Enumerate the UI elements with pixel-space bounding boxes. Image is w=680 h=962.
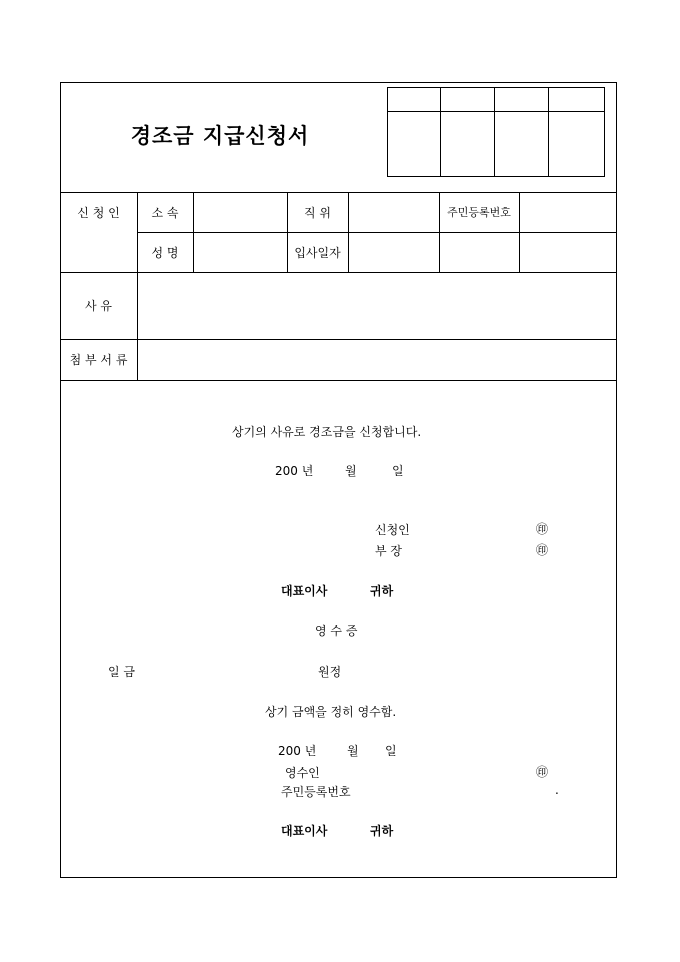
resident-no-label: 주민등록번호: [447, 206, 511, 219]
request-date-day: 일: [392, 464, 404, 478]
receipt-addressee-ceo: 대표이사: [281, 824, 328, 838]
applicant-label: 신 청 인: [77, 205, 120, 220]
attachment-label: 첨 부 서 류: [69, 353, 128, 367]
join-date-field[interactable]: [348, 232, 439, 272]
recipient-resident-no-label: 주민등록번호: [281, 785, 351, 799]
resident-no-dot: .: [555, 783, 559, 797]
name-field[interactable]: [193, 232, 287, 272]
applicant-sign-label: 신청인: [375, 523, 410, 537]
receipt-date-year: 200 년: [278, 744, 317, 758]
recipient-label: 영수인: [285, 766, 320, 780]
receipt-title: 영 수 증: [315, 624, 358, 638]
receipt-date-month: 월: [347, 744, 359, 758]
attachment-field[interactable]: [137, 339, 617, 380]
addressee-ceo: 대표이사: [281, 584, 328, 598]
amount-label: 일 금: [108, 665, 135, 679]
addressee-honorific: 귀하: [370, 584, 394, 598]
join-date-label: 입사일자: [294, 245, 341, 260]
manager-seal-icon: ㊞: [536, 543, 549, 557]
reason-label: 사 유: [85, 299, 112, 313]
recipient-seal-icon: ㊞: [536, 765, 549, 779]
receipt-sentence: 상기 금액을 정히 영수함.: [265, 705, 397, 719]
reason-field[interactable]: [137, 272, 617, 339]
request-date-year: 200 년: [275, 464, 314, 478]
position-field[interactable]: [348, 192, 439, 232]
won-label: 원정: [318, 665, 342, 679]
applicant-seal-icon: ㊞: [536, 522, 549, 536]
request-sentence: 상기의 사유로 경조금을 신청합니다.: [232, 425, 422, 439]
dept-label: 소 속: [151, 205, 179, 220]
position-label: 직 위: [304, 205, 331, 220]
request-date-month: 월: [345, 464, 357, 478]
amount-field[interactable]: [160, 660, 300, 678]
form-title: 경조금 지급신청서: [130, 123, 310, 148]
resident-no-field[interactable]: [519, 192, 617, 232]
name-label: 성 명: [151, 245, 179, 260]
receipt-date-day: 일: [385, 744, 397, 758]
manager-sign-label: 부 장: [375, 544, 402, 558]
receipt-addressee-honorific: 귀하: [370, 824, 394, 838]
dept-field[interactable]: [193, 192, 287, 232]
